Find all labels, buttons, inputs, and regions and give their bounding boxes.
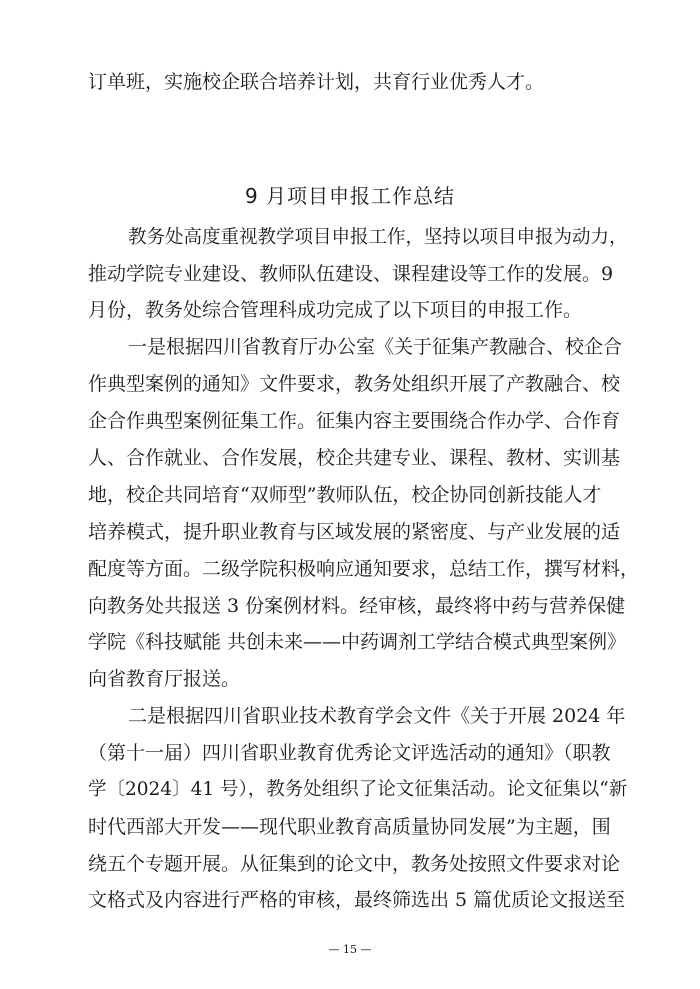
- body-line: 教务处高度重视教学项目申报工作，坚持以项目申报为动力，: [128, 227, 628, 248]
- section-title: 9 月项目申报工作总结: [244, 184, 456, 208]
- body-line: 地，校企共同培育“双师型”教师队伍，校企协同创新技能人才: [88, 484, 602, 506]
- body-line: 学〔2024〕41 号），教务处组织了论文征集活动。论文征集以“新: [88, 779, 628, 800]
- body-line: 作典型案例的通知》文件要求，教务处组织开展了产教融合、校: [88, 373, 621, 395]
- body-line: （第十一届）四川省职业教育优秀论文评选活动的通知》（职教: [88, 742, 611, 764]
- page-number: — 15 —: [328, 943, 372, 956]
- body-line: 二是根据四川省职业技术教育学会文件《关于开展 2024 年: [128, 705, 626, 727]
- body-line: 培养模式，提升职业教育与区域发展的紧密度、与产业发展的适: [88, 521, 621, 543]
- body-line: 推动学院专业建设、教师队伍建设、课程建设等工作的发展。9: [88, 263, 614, 285]
- body-line: 向教务处共报送 3 份案例材料。经审核，最终将中药与营养保健: [88, 595, 626, 617]
- body-line: 人、合作就业、合作发展，校企共建专业、课程、教材、实训基: [88, 447, 621, 469]
- body-line: 配度等方面。二级学院积极响应通知要求，总结工作，撰写材料，: [88, 558, 640, 580]
- body-line: 向省教育厅报送。: [88, 668, 241, 690]
- body-line: 文格式及内容进行严格的审核，最终筛选出 5 篇优质论文报送至: [88, 889, 626, 911]
- body-line: 月份，教务处综合管理科成功完成了以下项目的申报工作。: [88, 299, 583, 321]
- lead-line: 订单班，实施校企联合培养计划，共育行业优秀人才。: [88, 71, 545, 93]
- body-line: 企合作典型案例征集工作。征集内容主要围绕合作办学、合作育: [88, 410, 621, 432]
- body-line: 一是根据四川省教育厅办公室《关于征集产教融合、校企合: [128, 336, 623, 358]
- body-line: 学院《科技赋能 共创未来——中药调剂工学结合模式典型案例》: [88, 631, 627, 653]
- body-line: 绕五个专题开展。从征集到的论文中，教务处按照文件要求对论: [88, 853, 621, 875]
- body-line: 时代西部大开发——现代职业教育高质量协同发展”为主题，围: [88, 816, 611, 838]
